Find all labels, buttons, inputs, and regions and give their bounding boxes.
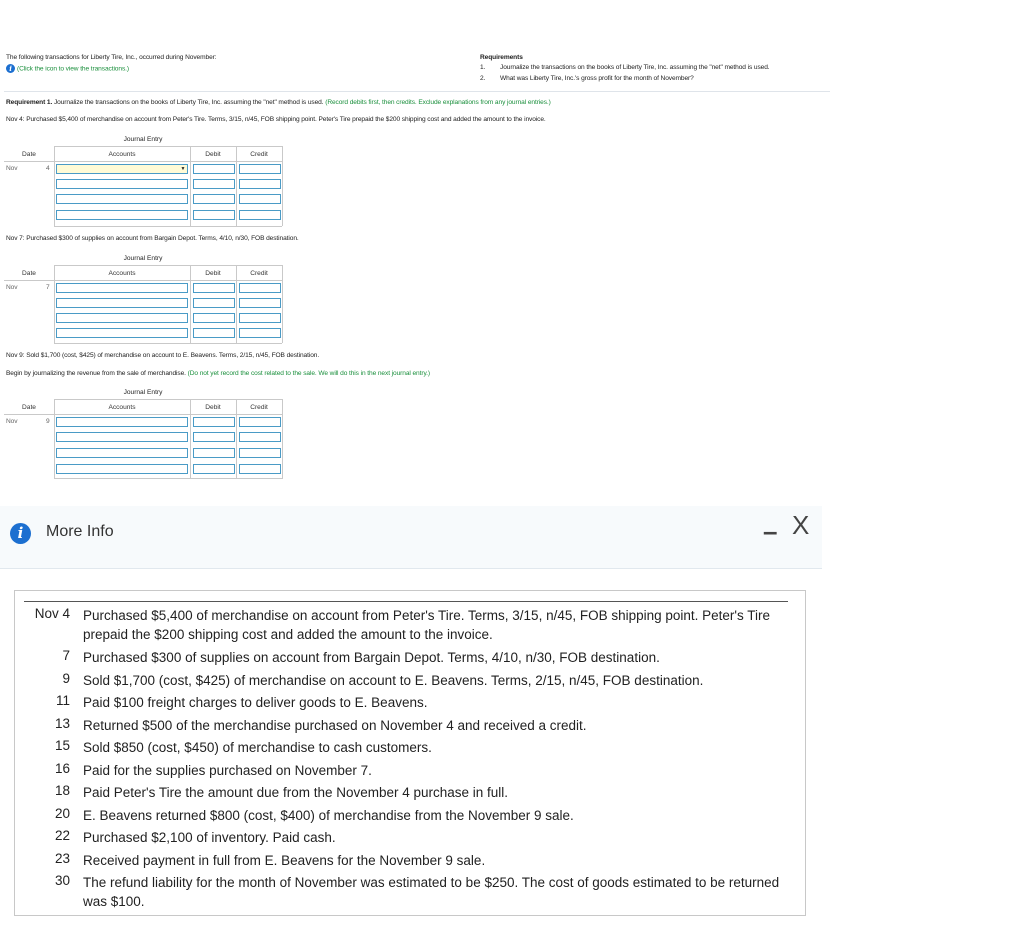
requirements-title: Requirements xyxy=(480,54,523,61)
account-select[interactable] xyxy=(56,464,188,474)
transaction-text: The refund liability for the month of November was estimated to be $250. The cost of goods estimated to be returned was $100. xyxy=(83,875,780,909)
account-select[interactable] xyxy=(56,164,188,174)
transaction-text: Paid Peter's Tire the amount due from the November 4 purchase in full. xyxy=(83,785,509,800)
debit-input[interactable] xyxy=(193,432,235,442)
transaction-day: 16 xyxy=(54,761,70,776)
accounts-header: Accounts xyxy=(108,404,136,411)
more-info-title: More Info xyxy=(46,523,114,540)
credit-input[interactable] xyxy=(239,417,281,427)
transaction-text: Purchased $5,400 of merchandise on account from Peter's Tire. Terms, 3/15, n/45, FOB shipping point. Peter's Tire prepaid the $200 shipping cost and added the amount to the invoice. xyxy=(83,608,771,642)
credit-input[interactable] xyxy=(239,298,281,308)
requirement-1-instructions xyxy=(6,99,551,106)
requirement-text: Journalize the transactions on the books of Liberty Tire, Inc. assuming the "net" method is used. xyxy=(500,64,770,71)
credit-header: Credit xyxy=(250,151,268,158)
account-select[interactable] xyxy=(56,179,188,189)
date-header: Date xyxy=(22,151,36,158)
account-select[interactable] xyxy=(56,432,188,442)
account-select[interactable] xyxy=(56,210,188,220)
transaction-day: 9 xyxy=(62,671,70,686)
transaction-day: 23 xyxy=(54,851,70,866)
journal-entry-title: Journal Entry xyxy=(123,255,163,262)
account-select[interactable] xyxy=(56,328,188,338)
requirement-1-label: Requirement 1. xyxy=(6,99,53,106)
accounts-header: Accounts xyxy=(108,151,136,158)
credit-input[interactable] xyxy=(239,210,281,220)
transaction-text: Purchased $300 of supplies on account from Bargain Depot. Terms, 4/10, n/30, FOB destination. xyxy=(83,650,660,665)
date-month: Nov xyxy=(6,418,18,425)
requirement-1-text: Journalize the transactions on the books of Liberty Tire, Inc. assuming the "net" method is used. xyxy=(53,99,324,106)
debit-input[interactable] xyxy=(193,298,235,308)
debit-input[interactable] xyxy=(193,417,235,427)
more-info-header xyxy=(0,506,822,569)
requirement-1-hint: (Record debits first, then credits. Exclude explanations from any journal entries.) xyxy=(325,99,551,106)
credit-header: Credit xyxy=(250,270,268,277)
entry-nov9-instruction xyxy=(6,370,430,377)
account-select[interactable] xyxy=(56,194,188,204)
intro-text: The following transactions for Liberty Tire, Inc., occurred during November: xyxy=(6,54,217,61)
journal-entry-title: Journal Entry xyxy=(123,136,163,143)
transaction-day: 11 xyxy=(55,693,70,708)
date-day: 9 xyxy=(46,418,50,425)
entry-nov9-description: Nov 9: Sold $1,700 (cost, $425) of merchandise on account to E. Beavens. Terms, 2/15, n/45, FOB destination. xyxy=(6,352,320,359)
account-select[interactable] xyxy=(56,298,188,308)
divider xyxy=(24,601,788,602)
transaction-text: E. Beavens returned $800 (cost, $400) of merchandise from the November 9 sale. xyxy=(83,808,574,823)
info-icon[interactable]: i xyxy=(6,64,15,73)
account-select[interactable] xyxy=(56,417,188,427)
entry-nov4-description: Nov 4: Purchased $5,400 of merchandise on account from Peter's Tire. Terms, 3/15, n/45, FOB shipping point. Peter's Tire prepaid the $200 shipping cost and added the amount to the invoice. xyxy=(6,116,546,123)
debit-input[interactable] xyxy=(193,283,235,293)
debit-header: Debit xyxy=(205,151,221,158)
entry-nov9-hint: (Do not yet record the cost related to the sale. We will do this in the next journal entry.) xyxy=(187,370,430,377)
requirement-item-1 xyxy=(480,64,770,71)
view-transactions-link[interactable] xyxy=(6,64,129,73)
info-icon: i xyxy=(10,523,31,544)
credit-input[interactable] xyxy=(239,328,281,338)
date-month: Nov xyxy=(6,165,18,172)
debit-header: Debit xyxy=(205,404,221,411)
transaction-day: 7 xyxy=(62,648,70,663)
view-transactions-label[interactable]: (Click the icon to view the transactions.) xyxy=(17,65,129,73)
requirement-text: What was Liberty Tire, Inc.'s gross profit for the month of November? xyxy=(500,75,694,82)
accounts-header: Accounts xyxy=(108,270,136,277)
transaction-day: 20 xyxy=(54,806,70,821)
minimize-button[interactable]: – xyxy=(763,516,778,546)
transaction-text: Returned $500 of the merchandise purchased on November 4 and received a credit. xyxy=(83,718,587,733)
debit-input[interactable] xyxy=(193,179,235,189)
debit-input[interactable] xyxy=(193,194,235,204)
transaction-day: 15 xyxy=(54,738,70,753)
transaction-day: 30 xyxy=(54,873,70,888)
credit-header: Credit xyxy=(250,404,268,411)
account-select[interactable] xyxy=(56,283,188,293)
transaction-text: Received payment in full from E. Beavens for the November 9 sale. xyxy=(83,853,486,868)
transaction-text: Sold $850 (cost, $450) of merchandise to cash customers. xyxy=(83,740,432,755)
transaction-day: 18 xyxy=(54,783,70,798)
credit-input[interactable] xyxy=(239,448,281,458)
entry-nov7-description: Nov 7: Purchased $300 of supplies on account from Bargain Depot. Terms, 4/10, n/30, FOB destination. xyxy=(6,235,299,242)
debit-input[interactable] xyxy=(193,210,235,220)
requirement-number: 2. xyxy=(480,75,486,82)
credit-input[interactable] xyxy=(239,283,281,293)
debit-input[interactable] xyxy=(193,164,235,174)
requirement-number: 1. xyxy=(480,64,486,71)
credit-input[interactable] xyxy=(239,194,281,204)
debit-input[interactable] xyxy=(193,313,235,323)
transaction-day: 22 xyxy=(54,828,70,843)
entry-nov9-sub: Begin by journalizing the revenue from the sale of merchandise. xyxy=(6,370,186,377)
date-day: 4 xyxy=(46,165,50,172)
credit-input[interactable] xyxy=(239,313,281,323)
transaction-text: Sold $1,700 (cost, $425) of merchandise on account to E. Beavens. Terms, 2/15, n/45, FOB destination. xyxy=(83,673,704,688)
date-day: 7 xyxy=(46,284,50,291)
chevron-down-icon[interactable]: ▼ xyxy=(180,166,186,172)
credit-input[interactable] xyxy=(239,164,281,174)
journal-entry-nov9 xyxy=(4,387,282,479)
debit-input[interactable] xyxy=(193,448,235,458)
transaction-text: Purchased $2,100 of inventory. Paid cash. xyxy=(83,830,336,845)
transaction-text: Paid for the supplies purchased on November 7. xyxy=(83,763,372,778)
divider xyxy=(4,91,830,92)
transaction-text: Paid $100 freight charges to deliver goods to E. Beavens. xyxy=(83,695,428,710)
account-select[interactable] xyxy=(56,313,188,323)
date-header: Date xyxy=(22,270,36,277)
account-select[interactable] xyxy=(56,448,188,458)
transaction-day: 13 xyxy=(54,716,70,731)
date-month: Nov xyxy=(6,284,18,291)
date-header: Date xyxy=(22,404,36,411)
close-button[interactable]: X xyxy=(792,510,810,540)
debit-input[interactable] xyxy=(193,464,235,474)
journal-entry-nov4 xyxy=(4,134,282,226)
transaction-day: Nov 4 xyxy=(34,606,70,621)
credit-input[interactable] xyxy=(239,432,281,442)
journal-entry-nov7 xyxy=(4,253,282,343)
credit-input[interactable] xyxy=(239,179,281,189)
debit-header: Debit xyxy=(205,270,221,277)
requirement-item-2 xyxy=(480,75,694,82)
credit-input[interactable] xyxy=(239,464,281,474)
debit-input[interactable] xyxy=(193,328,235,338)
journal-entry-title: Journal Entry xyxy=(123,389,163,396)
